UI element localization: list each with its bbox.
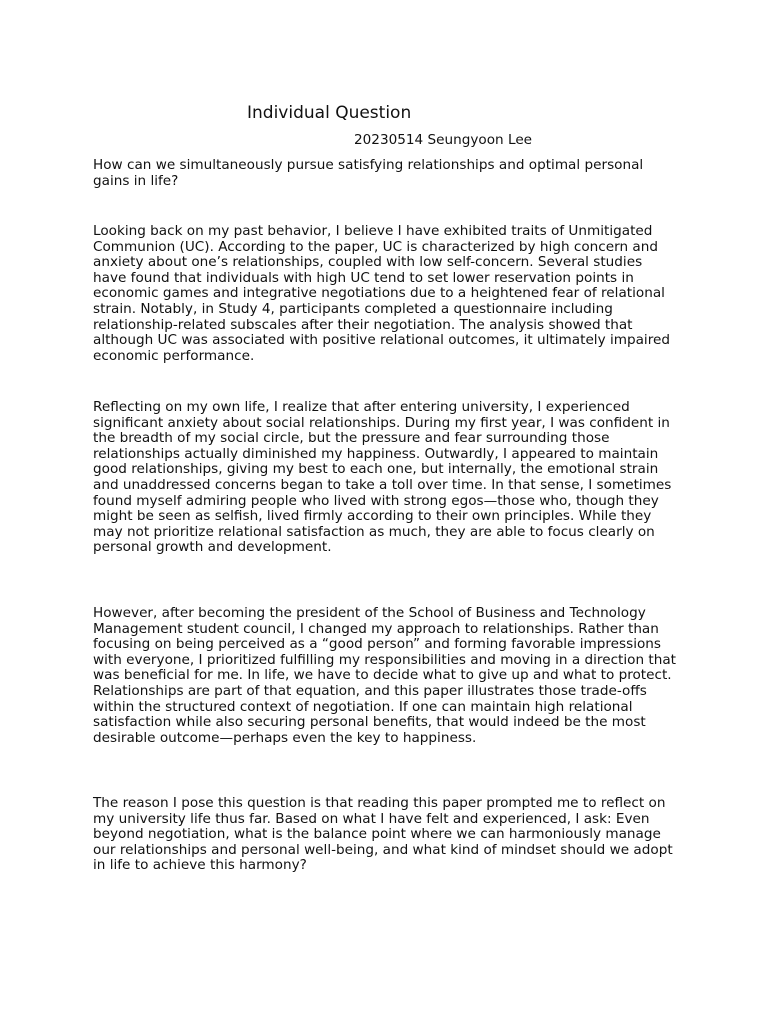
paragraph-3: However, after becoming the president of the School of Business and Technology Management student council, I changed my approach to relationships. Rather than focusing on being perceived as a “good person” and forming favorable impressions with everyone, I prioritized fulfilling my responsibilities and moving in a direction that was beneficial for me. In life, we have to decide what to give up and what to protect. Relationships are part of that equation, and this paper illustrates those trade-offs within the structured context of negotiation. If one can maintain high relational satisfaction while also securing personal benefits, that would indeed be the most desirable outcome—perhaps even the key to happiness. <box>93 605 677 746</box>
paragraph-2: Reflecting on my own life, I realize that after entering university, I experienced significant anxiety about social relationships. During my first year, I was confident in the breadth of my social circle, but the pressure and fear surrounding those relationships actually diminished my happiness. Outwardly, I appeared to maintain good relationships, giving my best to each one, but internally, the emotional strain and unaddressed concerns began to take a toll over time. In that sense, I sometimes found myself admiring people who lived with strong egos—those who, though they might be seen as selfish, lived firmly according to their own principles. While they may not prioritize relational satisfaction as much, they are able to focus clearly on personal growth and development. <box>93 399 672 556</box>
document-title: Individual Question <box>247 103 412 123</box>
paragraph-1: Looking back on my past behavior, I believe I have exhibited traits of Unmitigated Communion (UC). According to the paper, UC is characterized by high concern and anxiety about one’s relationships, coupled with low self-concern. Several studies have found that individuals with high UC tend to set lower reservation points in economic games and integrative negotiations due to a heightened fear of relational strain. Notably, in Study 4, participants completed a questionnaire including relationship-related subscales after their negotiation. The analysis showed that although UC was associated with positive relational outcomes, it ultimately impaired economic performance. <box>93 223 670 364</box>
paragraph-4: The reason I pose this question is that reading this paper prompted me to reflect on my university life thus far. Based on what I have felt and experienced, I ask: Even beyond negotiation, what is the balance point where we can harmoniously manage our relationships and personal well-being, and what kind of mindset should we adopt in life to achieve this harmony? <box>93 795 673 874</box>
question-text: How can we simultaneously pursue satisfying relationships and optimal personal gains in life? <box>93 157 644 189</box>
author-line: 20230514 Seungyoon Lee <box>354 132 533 148</box>
